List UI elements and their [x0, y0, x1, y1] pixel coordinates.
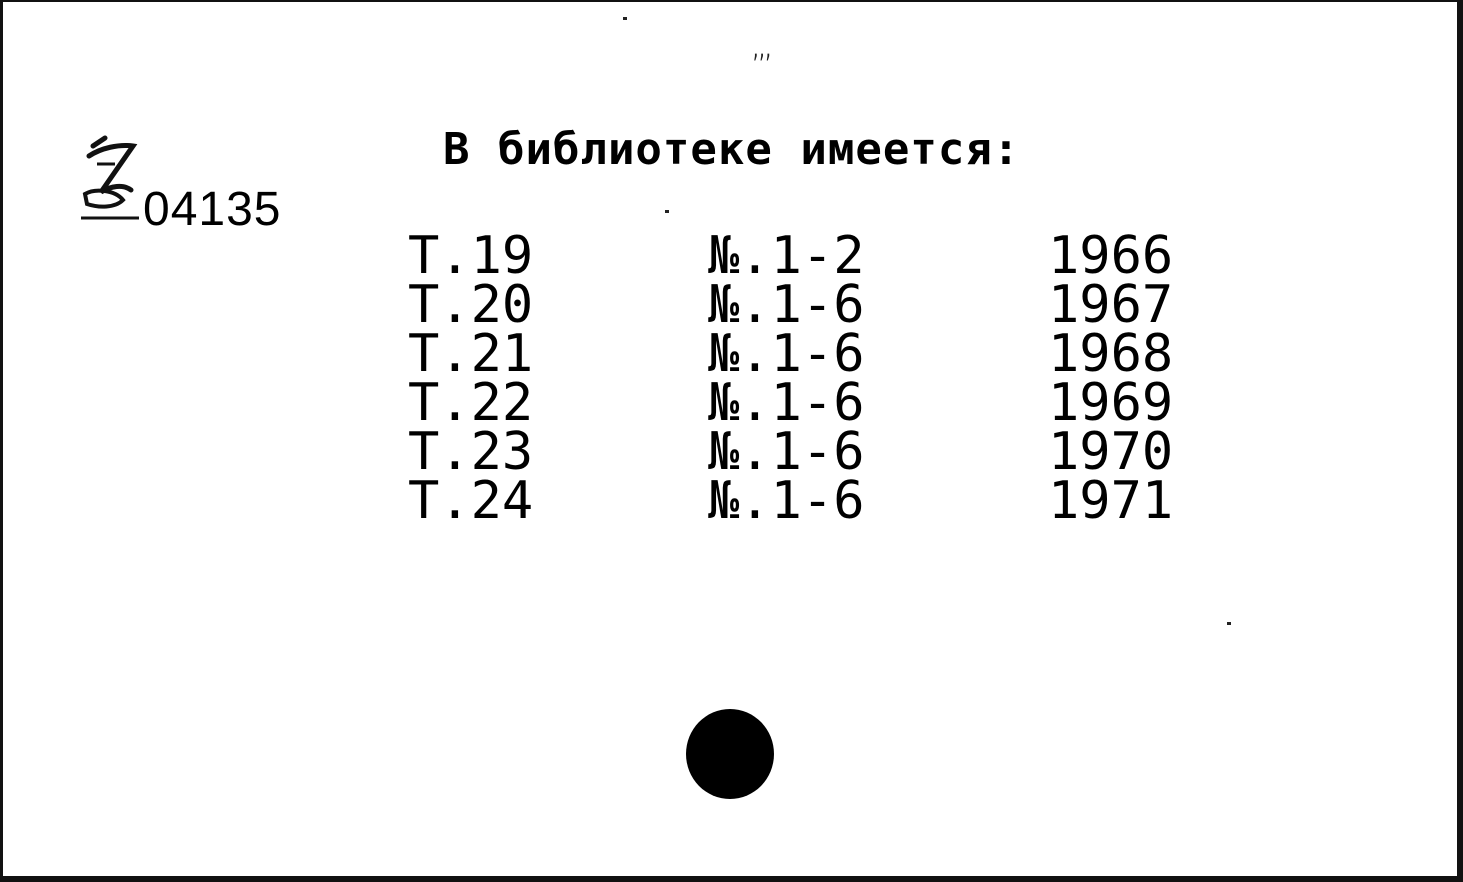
card-heading: В библиотеке имеется:	[443, 124, 1021, 175]
issue-range: №.1-6	[708, 275, 865, 335]
year-label: 1969	[1048, 373, 1174, 433]
speck-mark	[1227, 622, 1231, 625]
volume-label: Т.19	[408, 226, 534, 286]
speck-mark	[623, 17, 627, 20]
call-number: 04135	[143, 183, 282, 236]
volume-label: Т.24	[408, 471, 534, 531]
holdings-list	[408, 226, 1208, 531]
issue-range: №.1-2	[708, 226, 865, 286]
volume-label: Т.23	[408, 422, 534, 482]
holding-row	[408, 422, 1208, 482]
year-label: 1966	[1048, 226, 1174, 286]
holding-row	[408, 226, 1208, 286]
issue-range: №.1-6	[708, 373, 865, 433]
speck-mark	[665, 210, 669, 213]
volume-label: Т.20	[408, 275, 534, 335]
issue-range: №.1-6	[708, 471, 865, 531]
handwritten-mark-icon	[75, 134, 145, 226]
holding-row	[408, 471, 1208, 531]
holding-row	[408, 324, 1208, 384]
holding-row	[408, 373, 1208, 433]
issue-range: №.1-6	[708, 324, 865, 384]
volume-label: Т.21	[408, 324, 534, 384]
volume-label: Т.22	[408, 373, 534, 433]
holding-row	[408, 275, 1208, 335]
top-stamp-mark: ʼʼʼ	[751, 50, 770, 78]
punch-hole	[686, 709, 774, 799]
year-label: 1967	[1048, 275, 1174, 335]
year-label: 1968	[1048, 324, 1174, 384]
issue-range: №.1-6	[708, 422, 865, 482]
year-label: 1970	[1048, 422, 1174, 482]
year-label: 1971	[1048, 471, 1174, 531]
